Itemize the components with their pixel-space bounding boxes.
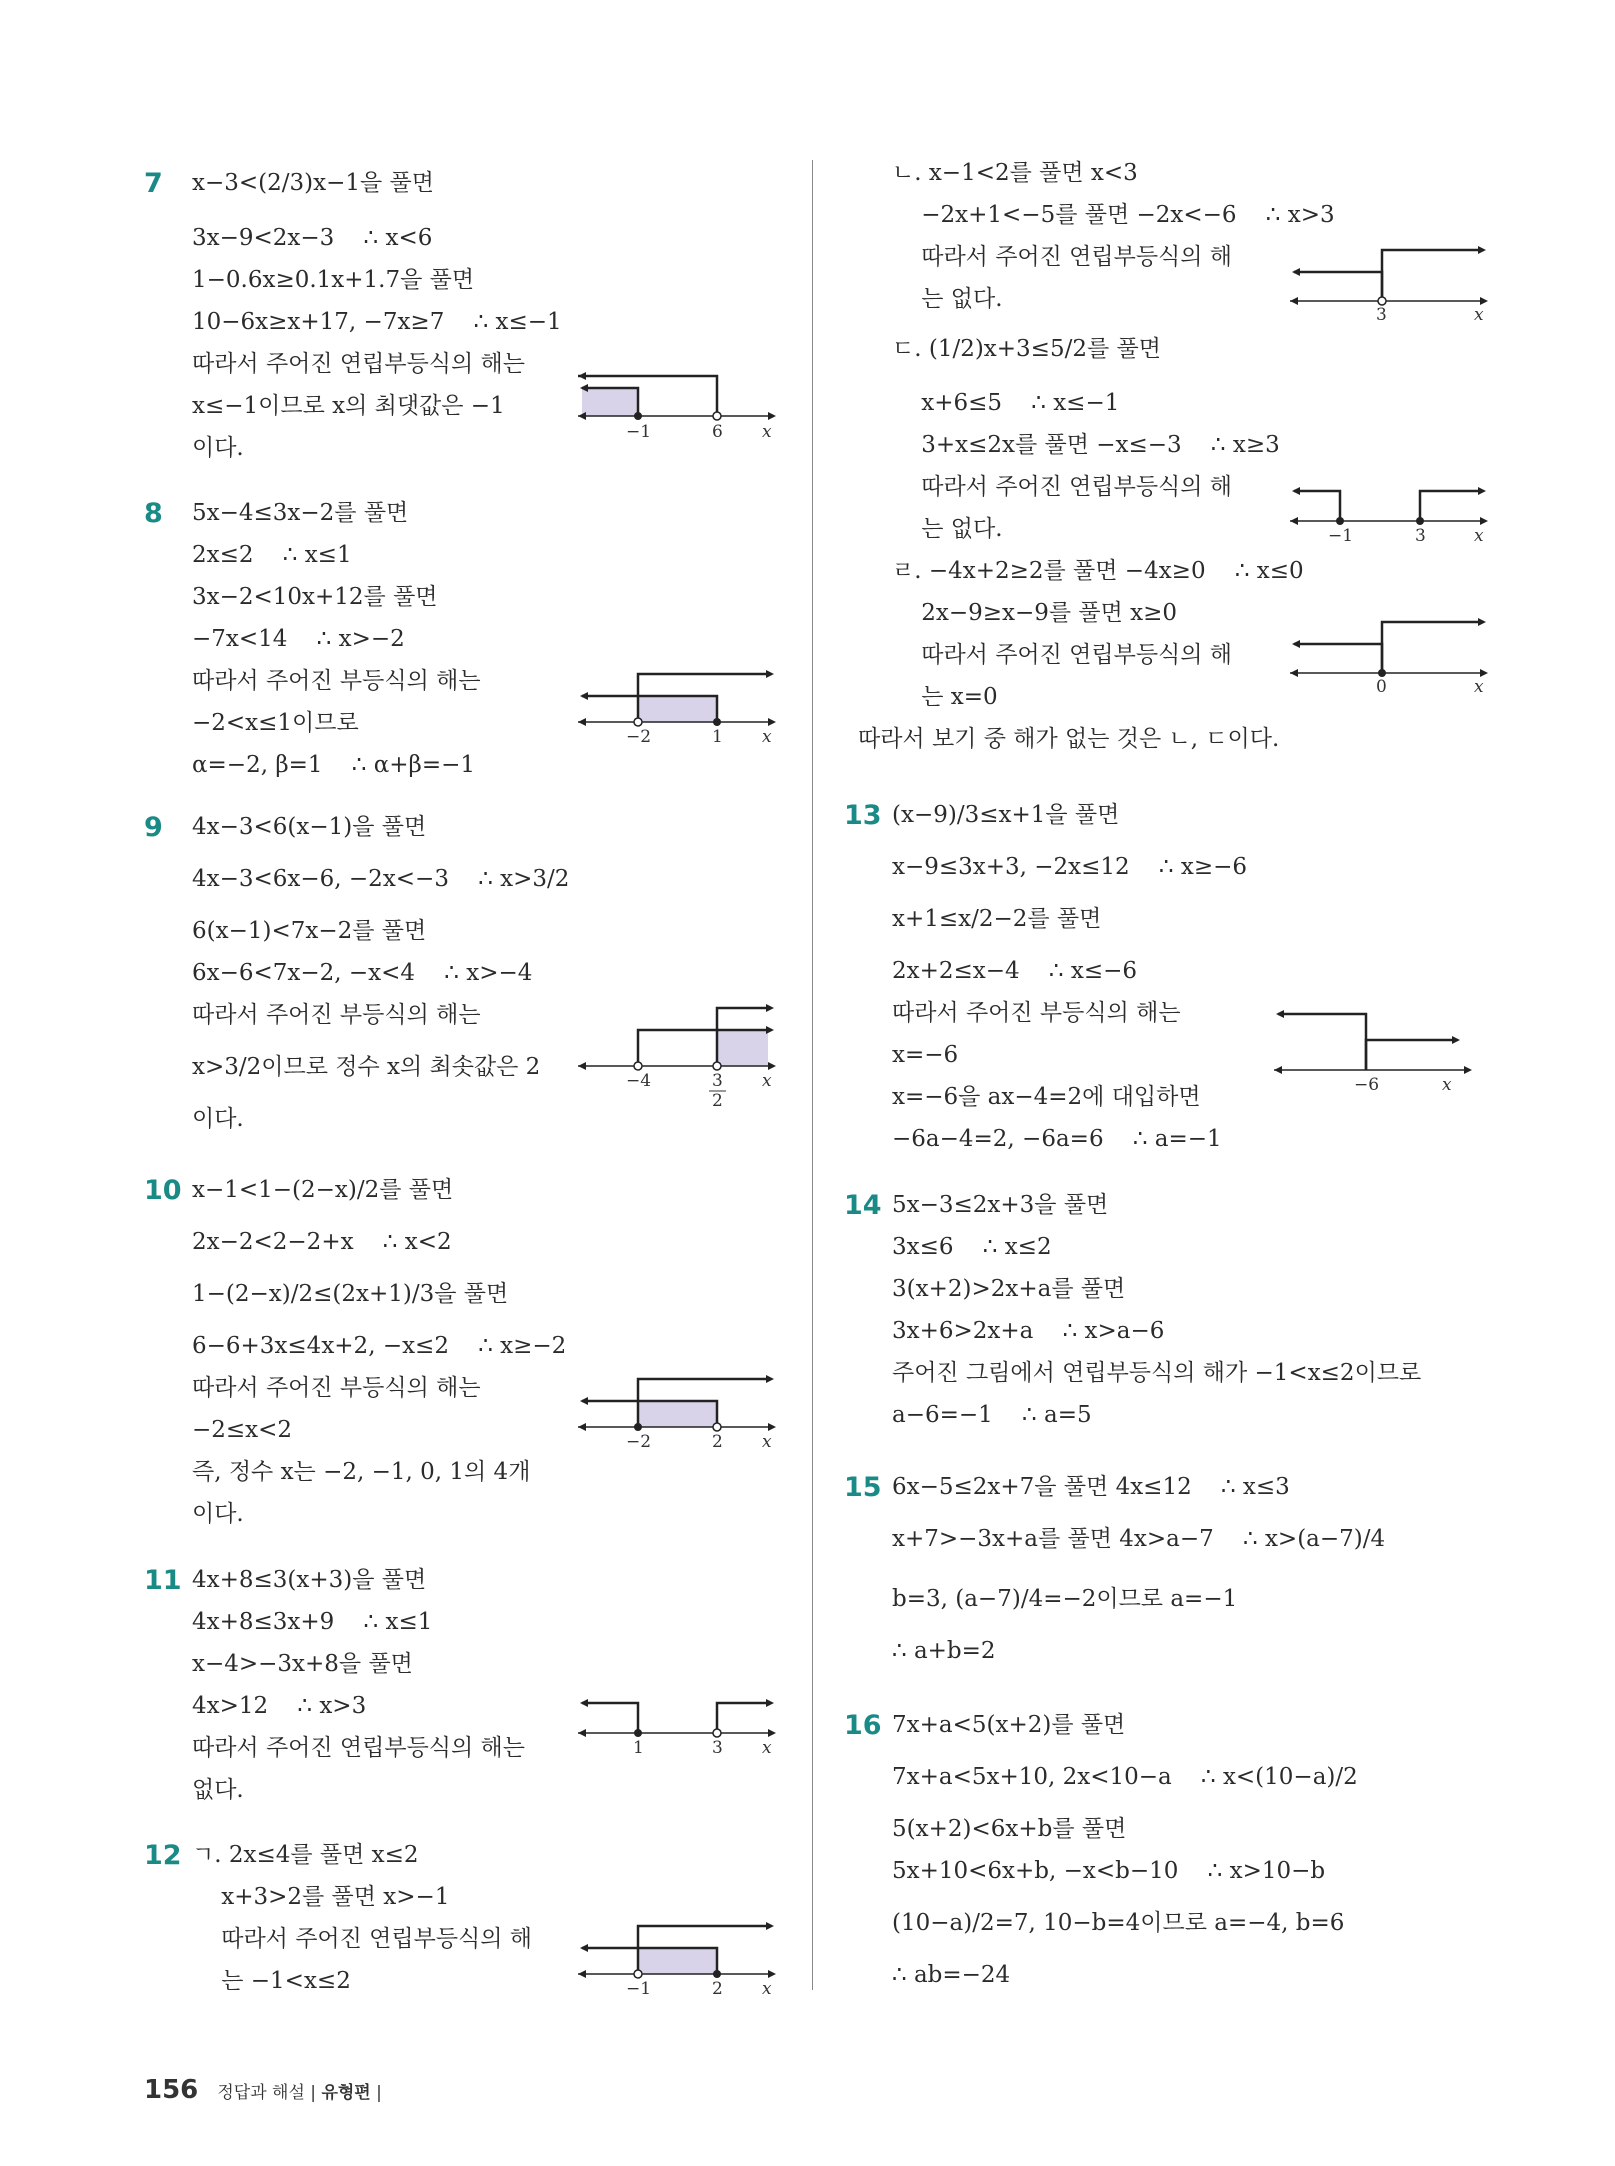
solution-line: 따라서 주어진 연립부등식의 해는 [192, 1735, 525, 1761]
tick-label: 3 [712, 1071, 723, 1091]
solution-line: 7x+a<5x+10, 2x<10−a ∴ x<(10−a)/2 [892, 1764, 1358, 1790]
solution-line: ㄷ. (1/2)x+3≤5/2를 풀면 [892, 336, 1161, 362]
problem-number: 13 [844, 800, 882, 831]
solution-line: 없다. [192, 1777, 244, 1803]
problem-number: 8 [144, 498, 163, 529]
solution-line: (10−a)/2=7, 10−b=4이므로 a=−4, b=6 [892, 1910, 1345, 1936]
solution-line: 는 없다. [892, 286, 1003, 312]
tick-label: 2 [712, 1091, 723, 1111]
solution-line: 10−6x≥x+17, −7x≥7 ∴ x≤−1 [192, 309, 562, 335]
solution-line: x≤−1이므로 x의 최댓값은 −1 [192, 393, 505, 419]
solution-line: (x−9)/3≤x+1을 풀면 [892, 802, 1120, 828]
problem-number: 7 [144, 168, 163, 199]
number-line [1290, 618, 1490, 697]
solution-line: x+7>−3x+a를 풀면 4x>a−7 ∴ x>(a−7)/4 [892, 1526, 1386, 1552]
axis-label: x [762, 1979, 772, 1999]
solution-line: 6x−5≤2x+7을 풀면 4x≤12 ∴ x≤3 [892, 1474, 1290, 1500]
solution-line: 5(x+2)<6x+b를 풀면 [892, 1816, 1127, 1842]
solution-line: 따라서 주어진 부등식의 해는 [892, 1000, 1181, 1026]
solution-line: α=−2, β=1 ∴ α+β=−1 [192, 752, 475, 778]
solution-line: 따라서 주어진 부등식의 해는 [192, 1002, 481, 1028]
solution-line: 3x−9<2x−3 ∴ x<6 [192, 225, 433, 251]
solution-line: 이다. [192, 435, 244, 461]
solution-line: 2x−9≥x−9를 풀면 x≥0 [892, 600, 1178, 626]
solution-line: 따라서 주어진 부등식의 해는 [192, 1375, 481, 1401]
problem-number: 9 [144, 812, 163, 843]
solution-line: 따라서 주어진 연립부등식의 해 [892, 244, 1233, 270]
tick-label: −1 [1328, 526, 1354, 546]
solution-line: 4x>12 ∴ x>3 [192, 1693, 367, 1719]
tick-label: 1 [633, 1738, 644, 1758]
solution-line: 따라서 주어진 연립부등식의 해 [892, 642, 1233, 668]
solution-line: 주어진 그림에서 연립부등식의 해가 −1<x≤2이므로 [892, 1360, 1422, 1386]
solution-line: −7x<14 ∴ x>−2 [192, 626, 405, 652]
solution-line: 3(x+2)>2x+a를 풀면 [892, 1276, 1126, 1302]
axis-label: x [1474, 305, 1484, 325]
axis-label: x [1442, 1075, 1452, 1095]
tick-label: −1 [626, 1979, 652, 1999]
axis-label: x [1474, 677, 1484, 697]
tick-label: −2 [626, 1432, 652, 1452]
solution-line: 4x−3<6x−6, −2x<−3 ∴ x>3/2 [192, 866, 570, 892]
solution-line: −2<x≤1이므로 [192, 710, 359, 736]
number-line [1290, 483, 1490, 546]
page-footer [144, 2075, 382, 2105]
footer-text: 정답과 해설 | 유형편 | [217, 2083, 382, 2103]
solution-line: 2x+2≤x−4 ∴ x≤−6 [892, 958, 1137, 984]
number-line [578, 1922, 778, 1999]
number-line [578, 1375, 778, 1452]
solution-line: x−4>−3x+8을 풀면 [192, 1651, 413, 1677]
solution-line: 5x−3≤2x+3을 풀면 [892, 1192, 1109, 1218]
solution-line: 4x−3<6(x−1)을 풀면 [192, 814, 427, 840]
solution-line: 1−0.6x≥0.1x+1.7을 풀면 [192, 267, 475, 293]
solution-line: 따라서 주어진 연립부등식의 해 [192, 1926, 533, 1952]
solution-line: ㄴ. x−1<2를 풀면 x<3 [892, 160, 1138, 186]
number-line [578, 1695, 778, 1758]
solution-line: 따라서 주어진 부등식의 해는 [192, 668, 481, 694]
solution-line: 이다. [192, 1106, 244, 1132]
solution-line: −2≤x<2 [192, 1417, 293, 1443]
number-line [578, 670, 778, 747]
solution-line: ∴ ab=−24 [892, 1962, 1011, 1988]
solution-line: ㄹ. −4x+2≥2를 풀면 −4x≥0 ∴ x≤0 [892, 558, 1304, 584]
solution-line: 는 −1<x≤2 [192, 1968, 351, 1994]
solution-line: 즉, 정수 x는 −2, −1, 0, 1의 4개 [192, 1459, 531, 1485]
number-line [1274, 1010, 1474, 1095]
tick-label: 3 [1376, 305, 1387, 325]
problem-number: 12 [144, 1840, 182, 1871]
solution-line: x−1<1−(2−x)/2를 풀면 [192, 1177, 454, 1203]
axis-label: x [762, 1738, 772, 1758]
solution-line: x=−6 [892, 1042, 959, 1068]
solution-line: a−6=−1 ∴ a=5 [892, 1402, 1092, 1428]
tick-label: −1 [626, 422, 652, 442]
solution-line: 5x−4≤3x−2를 풀면 [192, 500, 409, 526]
solution-line: x+1≤x/2−2를 풀면 [892, 906, 1102, 932]
axis-label: x [762, 422, 772, 442]
axis-label: x [762, 1432, 772, 1452]
solution-line: 6(x−1)<7x−2를 풀면 [192, 918, 427, 944]
tick-label: 2 [712, 1979, 723, 1999]
solution-line: 3+x≤2x를 풀면 −x≤−3 ∴ x≥3 [892, 432, 1280, 458]
problem-number: 16 [844, 1710, 882, 1741]
solution-line: 따라서 주어진 연립부등식의 해는 [192, 351, 525, 377]
solution-line: ㄱ. 2x≤4를 풀면 x≤2 [192, 1842, 419, 1868]
tick-label: −6 [1354, 1075, 1380, 1095]
solution-line: 6x−6<7x−2, −x<4 ∴ x>−4 [192, 960, 533, 986]
solution-line: x+6≤5 ∴ x≤−1 [892, 390, 1120, 416]
column-divider [812, 160, 813, 1990]
solution-line: b=3, (a−7)/4=−2이므로 a=−1 [892, 1586, 1238, 1612]
solution-line: 1−(2−x)/2≤(2x+1)/3을 풀면 [192, 1281, 509, 1307]
solution-line: x=−6을 ax−4=2에 대입하면 [892, 1084, 1201, 1110]
tick-label: 3 [1415, 526, 1426, 546]
solution-line: 따라서 보기 중 해가 없는 것은 ㄴ, ㄷ이다. [858, 726, 1280, 752]
axis-label: x [762, 1071, 772, 1091]
solution-line: x+3>2를 풀면 x>−1 [192, 1884, 450, 1910]
solution-line: −6a−4=2, −6a=6 ∴ a=−1 [892, 1126, 1222, 1152]
number-line [578, 373, 778, 442]
tick-label: 2 [712, 1432, 723, 1452]
page-number: 156 [144, 2075, 199, 2105]
tick-label: 3 [712, 1738, 723, 1758]
solution-line: ∴ a+b=2 [892, 1638, 996, 1664]
number-line [578, 1004, 778, 1111]
footer-title: 정답과 해설 [217, 2083, 305, 2103]
solution-line: x>3/2이므로 정수 x의 최솟값은 2 [192, 1054, 541, 1080]
axis-label: x [762, 727, 772, 747]
tick-label: 0 [1376, 677, 1387, 697]
solution-line: 6−6+3x≤4x+2, −x≤2 ∴ x≥−2 [192, 1333, 567, 1359]
solution-line: 는 x=0 [892, 684, 998, 710]
tick-label: −2 [626, 727, 652, 747]
solution-line: 7x+a<5(x+2)를 풀면 [892, 1712, 1126, 1738]
solution-line: 3x+6>2x+a ∴ x>a−6 [892, 1318, 1165, 1344]
solution-line: 따라서 주어진 연립부등식의 해 [892, 474, 1233, 500]
solution-line: −2x+1<−5를 풀면 −2x<−6 ∴ x>3 [892, 202, 1335, 228]
solution-line: 5x+10<6x+b, −x<b−10 ∴ x>10−b [892, 1858, 1326, 1884]
number-line [1290, 246, 1490, 325]
tick-label: −4 [626, 1071, 652, 1091]
axis-label: x [1474, 526, 1484, 546]
solution-line: 3x−2<10x+12를 풀면 [192, 584, 438, 610]
solution-line: 이다. [192, 1501, 244, 1527]
problem-number: 14 [844, 1190, 882, 1221]
solution-line: x−9≤3x+3, −2x≤12 ∴ x≥−6 [892, 854, 1248, 880]
solution-line: 4x+8≤3x+9 ∴ x≤1 [192, 1609, 433, 1635]
solution-line: x−3<(2/3)x−1을 풀면 [192, 170, 434, 196]
tick-label: 6 [712, 422, 723, 442]
problem-number: 15 [844, 1472, 882, 1503]
solution-line: 2x−2<2−2+x ∴ x<2 [192, 1229, 452, 1255]
solution-line: 3x≤6 ∴ x≤2 [892, 1234, 1052, 1260]
solution-line: 4x+8≤3(x+3)을 풀면 [192, 1567, 427, 1593]
tick-label: 1 [712, 727, 723, 747]
problem-number: 11 [144, 1565, 182, 1596]
footer-section: 유형편 [321, 2083, 371, 2103]
solution-line: 2x≤2 ∴ x≤1 [192, 542, 352, 568]
problem-number: 10 [144, 1175, 182, 1206]
solution-line: 는 없다. [892, 516, 1003, 542]
